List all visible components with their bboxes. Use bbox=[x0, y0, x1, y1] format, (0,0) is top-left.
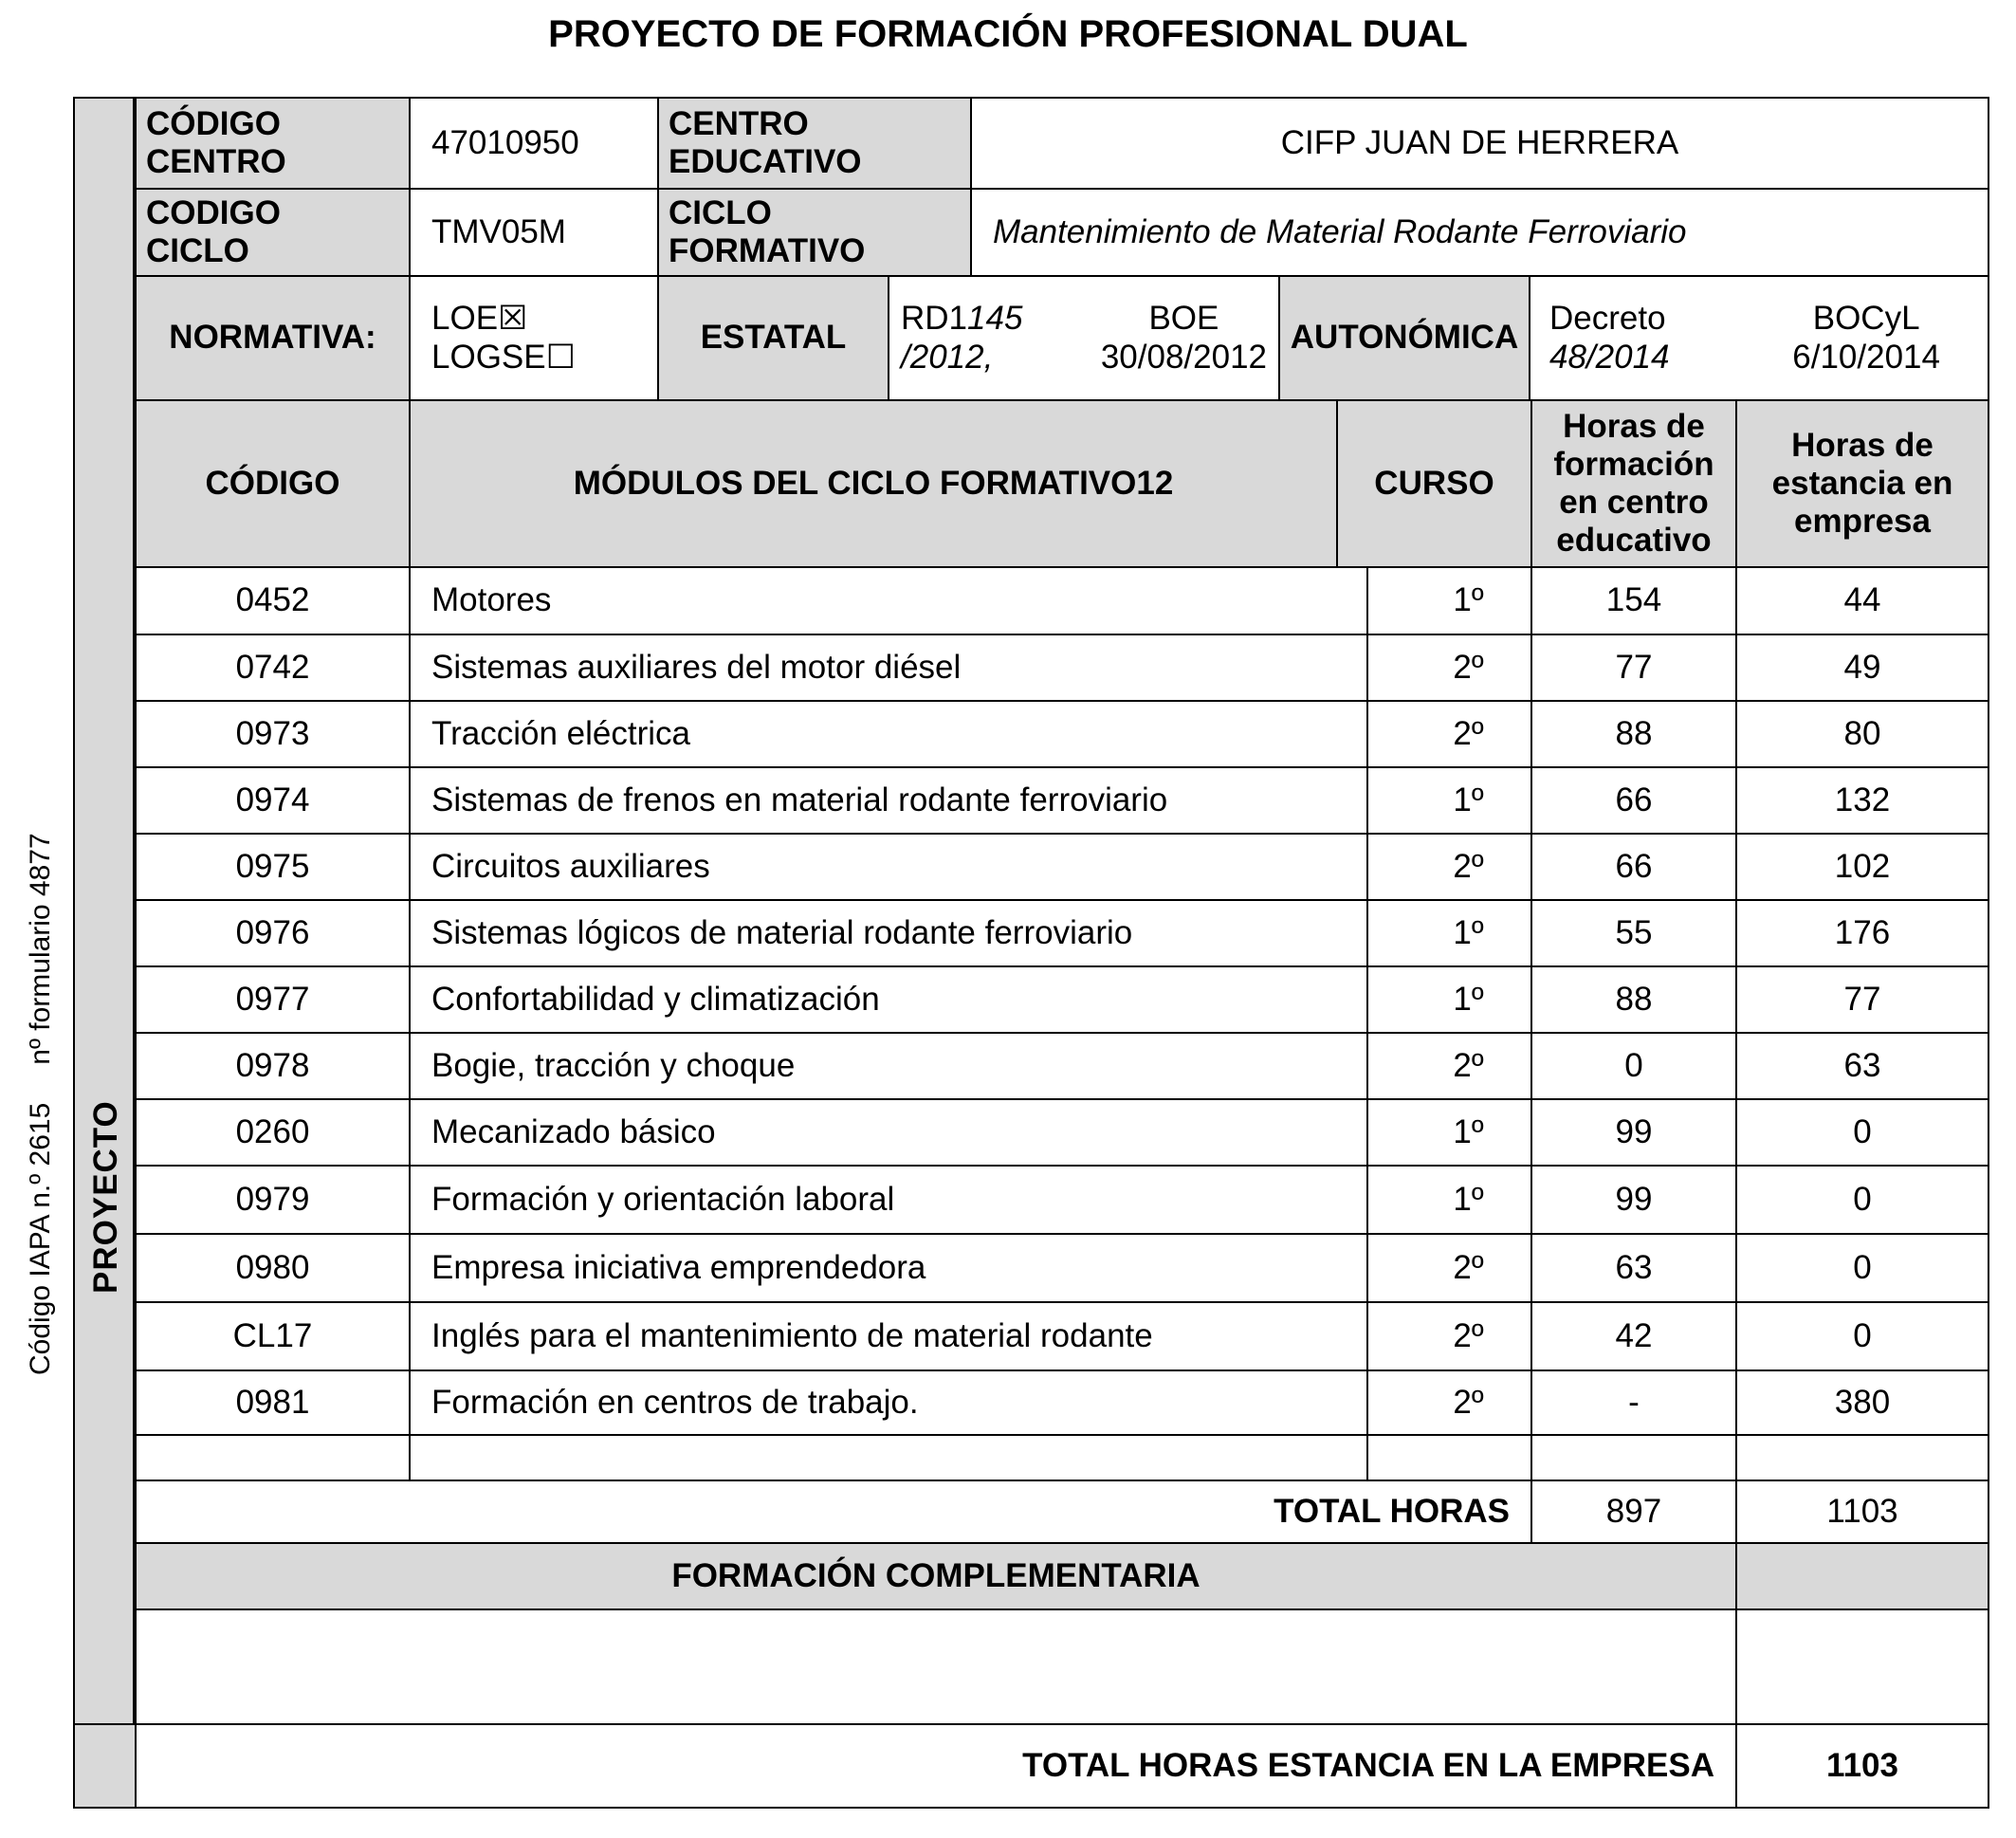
row-horas-centro: 63 bbox=[1530, 1233, 1737, 1303]
rd-reference bbox=[901, 300, 1022, 377]
row-curso: 2º bbox=[1366, 1301, 1532, 1371]
row-horas-centro: 88 bbox=[1530, 965, 1737, 1034]
centro-educativo-label: CENTRO EDUCATIVO bbox=[657, 97, 972, 190]
row-curso: 1º bbox=[1366, 1098, 1532, 1167]
row-codigo: 0742 bbox=[135, 634, 411, 702]
header-modulos: MÓDULOS DEL CICLO FORMATIVO12 bbox=[409, 399, 1338, 568]
row-curso: 2º bbox=[1366, 833, 1532, 901]
row-codigo bbox=[135, 1434, 411, 1481]
row-horas-empresa bbox=[1735, 1434, 1989, 1481]
row-horas-centro: 99 bbox=[1530, 1098, 1737, 1167]
row-horas-empresa: 80 bbox=[1735, 700, 1989, 768]
row-horas-empresa: 63 bbox=[1735, 1032, 1989, 1100]
row-horas-empresa: 132 bbox=[1735, 766, 1989, 835]
row-horas-centro: 66 bbox=[1530, 766, 1737, 835]
row-horas-empresa: 0 bbox=[1735, 1301, 1989, 1371]
complementaria-label: FORMACIÓN COMPLEMENTARIA bbox=[135, 1542, 1737, 1610]
normativa-law bbox=[409, 275, 659, 401]
row-modulo: Tracción eléctrica bbox=[409, 700, 1368, 768]
proyecto-label: PROYECTO bbox=[86, 1100, 124, 1294]
centro-educativo-value: CIFP JUAN DE HERRERA bbox=[970, 97, 1989, 190]
codigo-centro-value: 47010950 bbox=[409, 97, 659, 190]
bocyl-reference bbox=[1792, 300, 1940, 377]
row-codigo: 0452 bbox=[135, 566, 411, 635]
row-curso: 1º bbox=[1366, 965, 1532, 1034]
header-curso: CURSO bbox=[1336, 399, 1532, 568]
side-form-code bbox=[17, 778, 64, 1375]
row-codigo: CL17 bbox=[135, 1301, 411, 1371]
row-curso: 2º bbox=[1366, 1032, 1532, 1100]
row-horas-centro: 66 bbox=[1530, 833, 1737, 901]
row-modulo: Mecanizado básico bbox=[409, 1098, 1368, 1167]
autonomica-label: AUTONÓMICA bbox=[1278, 275, 1530, 401]
row-horas-centro: 99 bbox=[1530, 1165, 1737, 1235]
estatal-value bbox=[888, 275, 1280, 401]
row-horas-empresa: 102 bbox=[1735, 833, 1989, 901]
row-horas-empresa: 0 bbox=[1735, 1098, 1989, 1167]
row-horas-centro bbox=[1530, 1434, 1737, 1481]
row-modulo: Sistemas auxiliares del motor diésel bbox=[409, 634, 1368, 702]
row-codigo: 0975 bbox=[135, 833, 411, 901]
row-modulo: Formación y orientación laboral bbox=[409, 1165, 1368, 1235]
row-curso: 1º bbox=[1366, 899, 1532, 967]
total-estancia-label: TOTAL HORAS ESTANCIA EN LA EMPRESA bbox=[135, 1723, 1737, 1809]
row-horas-centro: 88 bbox=[1530, 700, 1737, 768]
autonomica-value bbox=[1529, 275, 1989, 401]
row-modulo: Sistemas lógicos de material rodante ferroviario bbox=[409, 899, 1368, 967]
total-horas-label: TOTAL HORAS bbox=[135, 1480, 1532, 1544]
row-curso: 2º bbox=[1366, 700, 1532, 768]
row-modulo: Empresa iniciativa emprendedora bbox=[409, 1233, 1368, 1303]
row-modulo: Circuitos auxiliares bbox=[409, 833, 1368, 901]
header-horas-empresa: Horas de estancia en empresa bbox=[1735, 399, 1989, 568]
row-codigo: 0973 bbox=[135, 700, 411, 768]
decreto-number: 48/2014 bbox=[1549, 338, 1670, 376]
row-codigo: 0976 bbox=[135, 899, 411, 967]
row-curso bbox=[1366, 1434, 1532, 1481]
total-estancia-value: 1103 bbox=[1735, 1723, 1989, 1809]
row-modulo bbox=[409, 1434, 1368, 1481]
boe-date: 30/08/2012 bbox=[1100, 338, 1267, 376]
row-horas-empresa: 49 bbox=[1735, 634, 1989, 702]
row-modulo: Inglés para el mantenimiento de material rodante bbox=[409, 1301, 1368, 1371]
row-modulo: Sistemas de frenos en material rodante ferroviario bbox=[409, 766, 1368, 835]
row-curso: 2º bbox=[1366, 634, 1532, 702]
decreto-reference bbox=[1549, 300, 1670, 377]
codigo-centro-label: CÓDIGO CENTRO bbox=[135, 97, 411, 190]
row-modulo: Bogie, tracción y choque bbox=[409, 1032, 1368, 1100]
row-horas-empresa: 0 bbox=[1735, 1165, 1989, 1235]
row-horas-empresa: 380 bbox=[1735, 1369, 1989, 1436]
row-horas-centro: 42 bbox=[1530, 1301, 1737, 1371]
ciclo-formativo-label: CICLO FORMATIVO bbox=[657, 188, 972, 277]
row-codigo: 0980 bbox=[135, 1233, 411, 1303]
row-curso: 2º bbox=[1366, 1233, 1532, 1303]
header-codigo: CÓDIGO bbox=[135, 399, 411, 568]
row-curso: 2º bbox=[1366, 1369, 1532, 1436]
header-horas-centro: Horas de formación en centro educativo bbox=[1530, 399, 1737, 568]
rd-prefix: RD1 bbox=[901, 300, 968, 338]
bocyl-label: BOCyL bbox=[1812, 300, 1920, 338]
row-codigo: 0981 bbox=[135, 1369, 411, 1436]
row-horas-centro: 0 bbox=[1530, 1032, 1737, 1100]
row-horas-centro: 55 bbox=[1530, 899, 1737, 967]
codigo-ciclo-value: TMV05M bbox=[409, 188, 659, 277]
row-modulo: Formación en centros de trabajo. bbox=[409, 1369, 1368, 1436]
ciclo-formativo-value: Mantenimiento de Material Rodante Ferroviario bbox=[970, 188, 1989, 277]
row-horas-centro: 77 bbox=[1530, 634, 1737, 702]
row-horas-centro: 154 bbox=[1530, 566, 1737, 635]
bocyl-date: 6/10/2014 bbox=[1792, 338, 1940, 376]
row-modulo: Confortabilidad y climatización bbox=[409, 965, 1368, 1034]
loe-checkbox: LOE☒ bbox=[431, 300, 528, 338]
row-horas-empresa: 77 bbox=[1735, 965, 1989, 1034]
row-codigo: 0260 bbox=[135, 1098, 411, 1167]
footer-side-cell bbox=[73, 1723, 137, 1809]
row-codigo: 0974 bbox=[135, 766, 411, 835]
row-horas-centro: - bbox=[1530, 1369, 1737, 1436]
estatal-label: ESTATAL bbox=[657, 275, 889, 401]
boe-reference bbox=[1101, 300, 1267, 377]
document-title: PROYECTO DE FORMACIÓN PROFESIONAL DUAL bbox=[548, 13, 1468, 55]
proyecto-sidebar bbox=[73, 97, 135, 1725]
row-codigo: 0978 bbox=[135, 1032, 411, 1100]
row-curso: 1º bbox=[1366, 1165, 1532, 1235]
iapa-code: Código IAPA n.º 2615 bbox=[25, 1102, 56, 1375]
row-codigo: 0979 bbox=[135, 1165, 411, 1235]
total-horas-empresa: 1103 bbox=[1735, 1480, 1989, 1544]
row-codigo: 0977 bbox=[135, 965, 411, 1034]
rd-year: /2012, bbox=[901, 338, 994, 376]
row-horas-empresa: 176 bbox=[1735, 899, 1989, 967]
decreto-label: Decreto bbox=[1549, 300, 1666, 338]
logse-checkbox: LOGSE☐ bbox=[431, 338, 576, 376]
complementaria-hours-header bbox=[1735, 1542, 1989, 1610]
normativa-label: NORMATIVA: bbox=[135, 275, 411, 401]
row-horas-empresa: 0 bbox=[1735, 1233, 1989, 1303]
boe-label: BOE bbox=[1148, 300, 1219, 338]
form-number: nº formulario 4877 bbox=[25, 833, 56, 1065]
row-horas-empresa: 44 bbox=[1735, 566, 1989, 635]
row-curso: 1º bbox=[1366, 766, 1532, 835]
rd-number: 145 bbox=[967, 300, 1023, 338]
complementaria-hours bbox=[1735, 1608, 1989, 1725]
codigo-ciclo-label: CODIGO CICLO bbox=[135, 188, 411, 277]
row-modulo: Motores bbox=[409, 566, 1368, 635]
row-curso: 1º bbox=[1366, 566, 1532, 635]
complementaria-content bbox=[135, 1608, 1737, 1725]
total-horas-centro: 897 bbox=[1530, 1480, 1737, 1544]
